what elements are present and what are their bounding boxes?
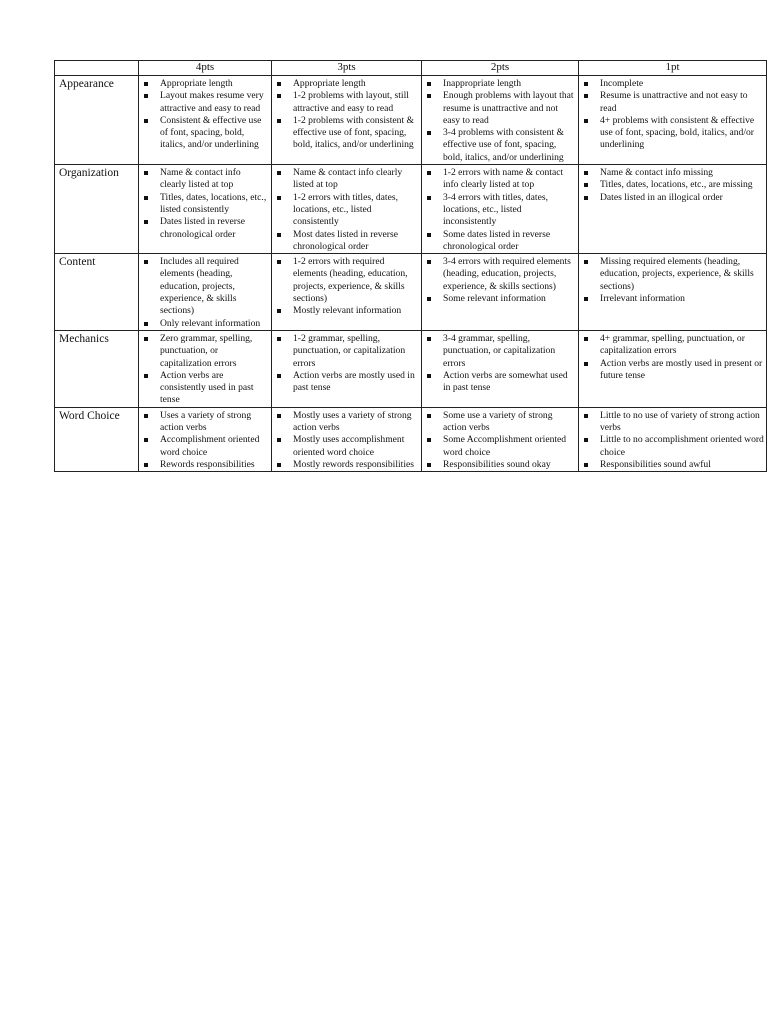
bullet-list: [579, 408, 766, 471]
list-item-text: 4+ problems with consistent & effective use of font, spacing, bold, italics, and/or underlining: [600, 114, 755, 151]
bullet-list: [422, 254, 578, 305]
square-bullet-icon: [584, 438, 588, 442]
bullet-list: [422, 165, 578, 253]
list-item-text: Only relevant information: [160, 317, 261, 329]
list-item: [141, 459, 269, 471]
header-2pts: 2pts: [422, 61, 579, 76]
list-item: [424, 293, 576, 305]
list-item-text: Mostly rewords responsibilities: [293, 458, 414, 470]
rubric-table: [54, 60, 767, 472]
list-item: [141, 90, 269, 115]
cell-word-choice-4pts: [139, 407, 272, 471]
square-bullet-icon: [144, 438, 148, 442]
list-item: [424, 90, 576, 127]
square-bullet-icon: [144, 119, 148, 123]
square-bullet-icon: [277, 82, 281, 86]
bullet-list: [272, 165, 421, 253]
bullet-list: [422, 76, 578, 164]
list-item: [581, 78, 764, 90]
square-bullet-icon: [277, 196, 281, 200]
list-item: [424, 434, 576, 459]
list-item-text: Little to no use of variety of strong action verbs: [600, 409, 760, 434]
square-bullet-icon: [277, 171, 281, 175]
list-item: [424, 192, 576, 229]
bullet-list: [139, 408, 271, 471]
bullet-list: [272, 408, 421, 471]
cell-content-2pts: [422, 254, 579, 331]
list-item: [424, 256, 576, 293]
square-bullet-icon: [584, 337, 588, 341]
bullet-list: [272, 254, 421, 317]
list-item: [424, 370, 576, 395]
criterion-label: Mechanics: [55, 330, 139, 407]
list-item: [141, 410, 269, 435]
list-item-text: 3-4 problems with consistent & effective use of font, spacing, bold, italics, and/or underlining: [443, 127, 564, 163]
square-bullet-icon: [584, 362, 588, 366]
header-corner: [55, 61, 139, 76]
list-item: [274, 256, 419, 305]
list-item-text: Appropriate length: [160, 78, 233, 89]
bullet-list: [422, 331, 578, 394]
list-item: [141, 216, 269, 241]
square-bullet-icon: [277, 438, 281, 442]
list-item-text: Consistent & effective use of font, spacing, bold, italics, and/or underlining: [160, 114, 262, 151]
list-item-text: Includes all required elements (heading, education, projects, experience, & skills sections): [160, 256, 239, 317]
list-item: [274, 167, 419, 192]
square-bullet-icon: [144, 414, 148, 418]
cell-organization-3pts: [272, 165, 422, 254]
list-item-text: 4+ grammar, spelling, punctuation, or capitalization errors: [600, 332, 745, 357]
square-bullet-icon: [144, 94, 148, 98]
square-bullet-icon: [277, 309, 281, 313]
square-bullet-icon: [584, 82, 588, 86]
bullet-list: [139, 165, 271, 241]
cell-content-3pts: [272, 254, 422, 331]
list-item-text: Mostly uses accomplishment oriented word choice: [293, 434, 405, 458]
square-bullet-icon: [427, 196, 431, 200]
cell-organization-2pts: [422, 165, 579, 254]
square-bullet-icon: [144, 463, 148, 467]
square-bullet-icon: [427, 438, 431, 442]
list-item-text: Action verbs are mostly used in past tense: [293, 369, 415, 394]
list-item: [274, 115, 419, 152]
bullet-list: [272, 331, 421, 394]
list-item: [581, 179, 764, 191]
cell-word-choice-1pt: [579, 407, 767, 471]
list-item-text: 1-2 errors with required elements (heading, education, projects, experience, & skills sections): [293, 256, 408, 305]
list-item: [274, 305, 419, 317]
criterion-label: Organization: [55, 165, 139, 254]
square-bullet-icon: [277, 119, 281, 123]
bullet-list: [272, 76, 421, 152]
list-item: [424, 78, 576, 90]
list-item-text: Mostly uses a variety of strong action verbs: [293, 409, 412, 434]
square-bullet-icon: [427, 131, 431, 135]
list-item: [141, 370, 269, 407]
bullet-list: [139, 76, 271, 152]
list-item-text: Inappropriate length: [443, 78, 522, 89]
cell-appearance-4pts: [139, 76, 272, 165]
list-item: [424, 127, 576, 164]
rubric-body: [55, 76, 767, 472]
cell-organization-4pts: [139, 165, 272, 254]
list-item: [141, 167, 269, 192]
square-bullet-icon: [277, 94, 281, 98]
list-item: [274, 333, 419, 370]
list-item-text: Most dates listed in reverse chronological order: [293, 228, 398, 252]
square-bullet-icon: [427, 337, 431, 341]
square-bullet-icon: [584, 297, 588, 301]
list-item: [141, 115, 269, 152]
bullet-list: [579, 254, 766, 305]
square-bullet-icon: [584, 414, 588, 418]
list-item: [274, 78, 419, 90]
list-item: [581, 167, 764, 179]
square-bullet-icon: [144, 322, 148, 326]
list-item: [581, 90, 764, 115]
list-item-text: 1-2 errors with titles, dates, locations, etc., listed consistently: [293, 191, 398, 228]
list-item-text: Action verbs are consistently used in past tense: [160, 369, 254, 406]
square-bullet-icon: [144, 196, 148, 200]
list-item-text: Titles, dates, locations, etc., are missing: [600, 179, 753, 191]
list-item: [581, 459, 764, 471]
header-row: [55, 61, 767, 76]
list-item: [274, 90, 419, 115]
list-item-text: Some dates listed in reverse chronological order: [443, 228, 551, 252]
list-item: [141, 78, 269, 90]
cell-content-4pts: [139, 254, 272, 331]
list-item: [141, 318, 269, 330]
square-bullet-icon: [144, 220, 148, 224]
list-item: [141, 333, 269, 370]
list-item: [424, 229, 576, 254]
list-item-text: Missing required elements (heading, education, projects, experience, & skills sections): [600, 256, 754, 292]
square-bullet-icon: [144, 374, 148, 378]
list-item: [274, 459, 419, 471]
square-bullet-icon: [584, 119, 588, 123]
square-bullet-icon: [427, 82, 431, 86]
square-bullet-icon: [144, 171, 148, 175]
square-bullet-icon: [427, 260, 431, 264]
cell-word-choice-2pts: [422, 407, 579, 471]
list-item: [274, 370, 419, 395]
header-3pts: 3pts: [272, 61, 422, 76]
list-item-text: Some Accomplishment oriented word choice: [443, 434, 567, 458]
list-item-text: Name & contact info clearly listed at top: [293, 167, 403, 191]
list-item-text: Dates listed in an illogical order: [600, 191, 723, 203]
list-item: [581, 333, 764, 358]
square-bullet-icon: [584, 260, 588, 264]
list-item: [581, 256, 764, 293]
square-bullet-icon: [427, 414, 431, 418]
list-item: [581, 293, 764, 305]
cell-appearance-3pts: [272, 76, 422, 165]
cell-mechanics-3pts: [272, 330, 422, 407]
list-item-text: 1-2 problems with layout, still attractive and easy to read: [293, 90, 409, 114]
cell-mechanics-4pts: [139, 330, 272, 407]
square-bullet-icon: [277, 414, 281, 418]
square-bullet-icon: [427, 94, 431, 98]
rubric-row-appearance: [55, 76, 767, 165]
list-item-text: Some use a variety of strong action verbs: [443, 409, 553, 434]
list-item-text: Uses a variety of strong action verbs: [160, 409, 252, 434]
list-item: [424, 410, 576, 435]
cell-appearance-2pts: [422, 76, 579, 165]
criterion-label: Appearance: [55, 76, 139, 165]
list-item: [581, 434, 764, 459]
list-item-text: Irrelevant information: [600, 293, 685, 305]
list-item-text: 3-4 grammar, spelling, punctuation, or capitalization errors: [443, 332, 556, 369]
list-item-text: Incomplete: [600, 78, 644, 89]
square-bullet-icon: [277, 260, 281, 264]
square-bullet-icon: [427, 171, 431, 175]
list-item-text: Dates listed in reverse chronological order: [160, 216, 245, 240]
list-item: [424, 167, 576, 192]
cell-word-choice-3pts: [272, 407, 422, 471]
list-item-text: Accomplishment oriented word choice: [160, 434, 260, 458]
square-bullet-icon: [277, 374, 281, 378]
square-bullet-icon: [277, 463, 281, 467]
list-item: [274, 434, 419, 459]
criterion-label: Word Choice: [55, 407, 139, 471]
list-item-text: Name & contact info missing: [600, 167, 713, 179]
header-1pt: 1pt: [579, 61, 767, 76]
square-bullet-icon: [427, 297, 431, 301]
list-item-text: 3-4 errors with titles, dates, locations, etc., listed inconsistently: [443, 191, 548, 228]
list-item: [581, 410, 764, 435]
list-item: [581, 192, 764, 204]
list-item: [274, 229, 419, 254]
square-bullet-icon: [277, 233, 281, 237]
list-item-text: 3-4 errors with required elements (heading, education, projects, experience, & skills sections): [443, 256, 571, 292]
rubric-row-word-choice: [55, 407, 767, 471]
bullet-list: [579, 331, 766, 382]
list-item-text: Responsibilities sound awful: [600, 458, 711, 470]
square-bullet-icon: [144, 337, 148, 341]
bullet-list: [579, 76, 766, 152]
bullet-list: [139, 254, 271, 330]
list-item: [424, 333, 576, 370]
list-item-text: Rewords responsibilities: [160, 458, 255, 470]
rubric-row-content: [55, 254, 767, 331]
list-item: [581, 115, 764, 152]
list-item-text: Some relevant information: [443, 293, 546, 305]
criterion-label: Content: [55, 254, 139, 331]
rubric-row-organization: [55, 165, 767, 254]
list-item-text: Responsibilities sound okay: [443, 458, 551, 470]
square-bullet-icon: [144, 260, 148, 264]
square-bullet-icon: [584, 171, 588, 175]
square-bullet-icon: [427, 374, 431, 378]
list-item-text: Little to no accomplishment oriented word choice: [600, 434, 764, 458]
square-bullet-icon: [584, 183, 588, 187]
bullet-list: [139, 331, 271, 407]
list-item: [141, 434, 269, 459]
list-item-text: Name & contact info clearly listed at top: [160, 167, 241, 191]
rubric-row-mechanics: [55, 330, 767, 407]
list-item: [274, 192, 419, 229]
cell-appearance-1pt: [579, 76, 767, 165]
cell-organization-1pt: [579, 165, 767, 254]
bullet-list: [422, 408, 578, 471]
list-item: [141, 192, 269, 217]
list-item-text: 1-2 errors with name & contact info clearly listed at top: [443, 167, 564, 191]
square-bullet-icon: [584, 196, 588, 200]
square-bullet-icon: [427, 233, 431, 237]
list-item-text: Titles, dates, locations, etc., listed consistently: [160, 191, 267, 215]
header-4pts: 4pts: [139, 61, 272, 76]
square-bullet-icon: [277, 337, 281, 341]
cell-mechanics-2pts: [422, 330, 579, 407]
list-item-text: 1-2 grammar, spelling, punctuation, or capitalization errors: [293, 332, 406, 369]
square-bullet-icon: [427, 463, 431, 467]
bullet-list: [579, 165, 766, 204]
list-item-text: Layout makes resume very attractive and easy to read: [160, 90, 264, 114]
cell-mechanics-1pt: [579, 330, 767, 407]
list-item-text: 1-2 problems with consistent & effective use of font, spacing, bold, italics, and/or underlining: [293, 114, 414, 151]
list-item-text: Action verbs are mostly used in present or future tense: [600, 357, 763, 381]
square-bullet-icon: [144, 82, 148, 86]
list-item-text: Resume is unattractive and not easy to read: [600, 90, 748, 114]
cell-content-1pt: [579, 254, 767, 331]
list-item-text: Zero grammar, spelling, punctuation, or capitalization errors: [160, 332, 253, 369]
list-item-text: Enough problems with layout that resume is unattractive and not easy to read: [443, 90, 574, 126]
list-item: [424, 459, 576, 471]
list-item: [274, 410, 419, 435]
list-item: [141, 256, 269, 317]
list-item-text: Mostly relevant information: [293, 305, 402, 317]
square-bullet-icon: [584, 94, 588, 98]
list-item-text: Appropriate length: [293, 78, 366, 89]
square-bullet-icon: [584, 463, 588, 467]
list-item: [581, 358, 764, 383]
list-item-text: Action verbs are somewhat used in past tense: [443, 369, 568, 394]
